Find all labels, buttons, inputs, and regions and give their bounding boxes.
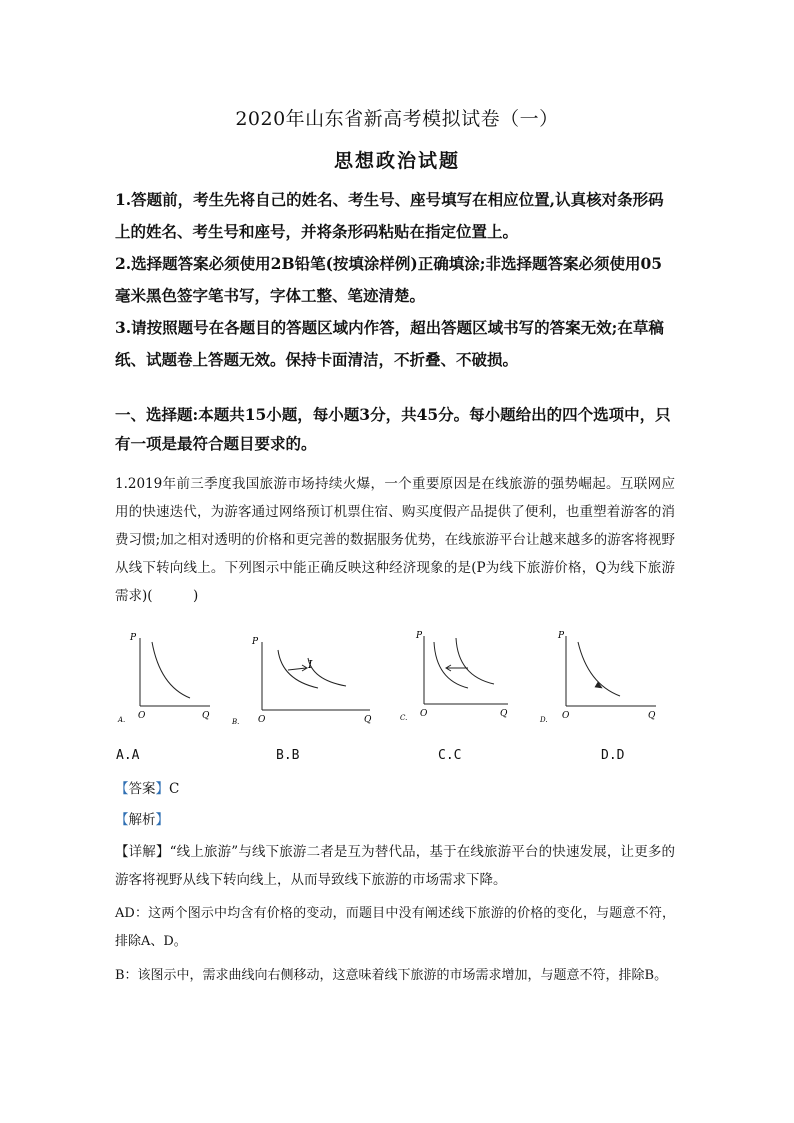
question-1-options [0,748,794,770]
figure-a-p-label: P [130,633,137,643]
figure-b [230,628,380,728]
analysis-tag-open: 【 [115,812,129,828]
figure-c [396,628,516,728]
figure-d-p-label: P [558,631,565,641]
option-c[interactable]: C.C [438,748,462,763]
figure-d-o-label: O [562,711,570,721]
figure-b-q-label: Q [364,715,372,725]
answer-tag-open: 【 [115,781,129,797]
page-subtitle: 思想政治试题 [333,150,460,172]
page-title: 2020年山东省新高考模拟试卷（一） [235,108,559,130]
detail-text: “线上旅游”与线下旅游二者是互为替代品，基于在线旅游平台的快速发展，让更多的游客将视野从线下转向线上，从而导致线下旅游的市场需求下降。 [115,844,675,888]
instruction-3: 3.请按照题号在各题目的答题区域内作答，超出答题区域书写的答案无效;在草稿纸、试题卷上答题无效。保持卡面清洁，不折叠、不破损。 [115,318,664,369]
figure-c-q-label: Q [500,709,508,719]
option-a[interactable]: A.A [116,748,140,763]
analysis-tag-close: 】 [155,812,169,828]
question-1-stem: 1.2019年前三季度我国旅游市场持续火爆，一个重要原因是在线旅游的强势崛起。互联网应用的快速迭代，为游客通过网络预订机票住宿、购买度假产品提供了便利，也重塑着游客的消费习惯;加之相对透明的价格和更完善的数据服务优势，在线旅游平台让越来越多的游客将视野从线下转向线上。下列图示中能正确反映这种经济现象的是(P为线下旅游价格，Q为线下旅游需求)( ) [115,476,675,604]
figure-d-option-label: D. [540,716,548,724]
figure-b-p-label: P [252,637,259,647]
exam-instructions [115,184,675,376]
analysis-b-paragraph: B：该图示中，需求曲线向右侧移动，这意味着线下旅游的市场需求增加，与题意不符，排除B。 [115,968,668,983]
instruction-2: 2.选择题答案必须使用2B铅笔(按填涂样例)正确填涂;非选择题答案必须使用05毫米黑色签字笔书写，字体工整、笔迹清楚。 [115,254,663,305]
figure-d-q-label: Q [648,711,656,721]
figure-d [536,628,666,728]
figure-a-option-label: A. [118,716,126,724]
figure-b-o-label: O [258,715,266,725]
figure-c-p-label: P [416,631,423,641]
analysis-tag-label: 解析 [128,812,156,828]
answer-tag-label: 答案 [128,781,156,797]
figure-a [112,628,222,728]
figure-c-o-label: O [420,709,428,719]
answer-value: C [169,781,180,797]
figure-c-option-label: C. [400,714,408,722]
answer-tag-close: 】 [155,781,169,797]
figure-b-option-label: B. [232,718,240,726]
section-heading: 一、选择题:本题共15小题，每小题3分，共45分。每小题给出的四个选项中，只有一项是最符合题目要求的。 [115,405,671,453]
detail-tag: 【详解】 [115,844,170,860]
option-d[interactable]: D.D [601,748,625,763]
detail-paragraph [115,838,675,894]
figure-a-q-label: Q [202,711,210,721]
figure-b-cursor-mark: I [308,658,313,671]
option-b[interactable]: B.B [276,748,300,763]
figure-a-o-label: O [138,711,146,721]
analysis-ad-paragraph: AD：这两个图示中均含有价格的变动，而题目中没有阐述线下旅游的价格的变化，与题意不符，排除A、D。 [115,906,675,949]
question-1-figures [112,628,672,728]
answer-line [115,777,179,797]
analysis-line [115,808,169,828]
instruction-1: 1.答题前，考生先将自己的姓名、考生号、座号填写在相应位置,认真核对条形码上的姓名、考生号和座号，并将条形码粘贴在指定位置上。 [115,190,664,241]
